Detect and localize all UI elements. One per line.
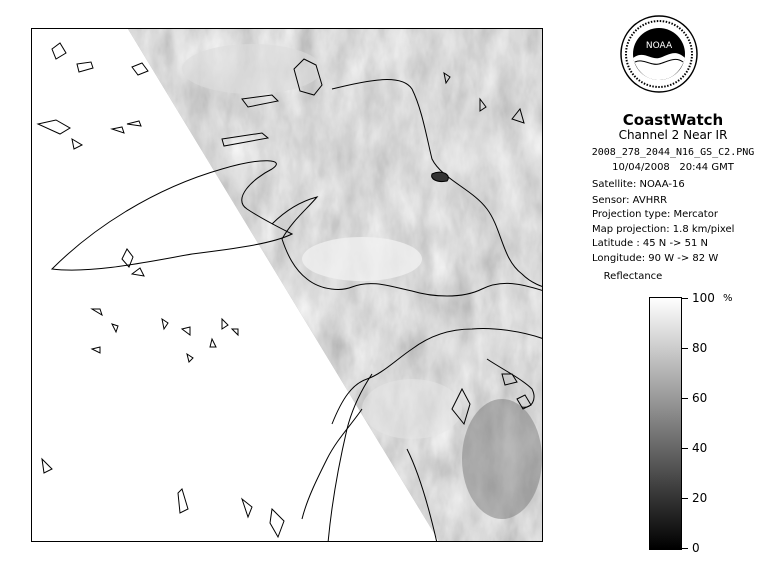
map-svg	[32, 29, 543, 542]
satellite-image-map	[31, 28, 543, 542]
info-longitude: Longitude: 90 W -> 82 W	[592, 253, 719, 264]
info-sensor: Sensor: AVHRR	[592, 195, 668, 206]
noaa-logo	[619, 14, 699, 94]
colorbar-tick	[682, 498, 688, 499]
inland-lake	[432, 172, 449, 181]
brand-title: CoastWatch	[622, 111, 724, 129]
acquisition-time: 20:44 GMT	[679, 162, 734, 173]
colorbar-tick-label: 80	[692, 341, 708, 355]
colorbar-unit: %	[723, 293, 733, 304]
colorbar-tick-label: 0	[692, 541, 700, 555]
info-satellite: Satellite: NOAA-16	[592, 179, 685, 190]
reflectance-colorbar	[649, 297, 682, 550]
colorbar-tick	[682, 448, 688, 449]
info-map-projection: Map projection: 1.8 km/pixel	[592, 224, 735, 235]
colorbar-tick	[682, 548, 688, 549]
channel-label: Channel 2 Near IR	[618, 128, 728, 142]
colorbar-tick	[682, 398, 688, 399]
image-filename: 2008_278_2044_N16_GS_C2.PNG	[591, 147, 755, 158]
colorbar-tick-label: 100	[692, 291, 715, 305]
acquisition-datetime	[566, 162, 780, 173]
noaa-logo-svg	[619, 14, 699, 94]
satellite-swath	[32, 29, 543, 542]
acquisition-date: 10/04/2008	[612, 162, 670, 173]
info-projection-type: Projection type: Mercator	[592, 209, 718, 220]
logo-center-text: NOAA	[645, 41, 673, 51]
colorbar-tick-label: 20	[692, 491, 708, 505]
colorbar-tick	[682, 298, 688, 299]
colorbar-title: Reflectance	[603, 271, 663, 282]
info-latitude: Latitude : 45 N -> 51 N	[592, 238, 708, 249]
colorbar-tick	[682, 348, 688, 349]
colorbar-tick-label: 40	[692, 441, 708, 455]
colorbar-tick-label: 60	[692, 391, 708, 405]
